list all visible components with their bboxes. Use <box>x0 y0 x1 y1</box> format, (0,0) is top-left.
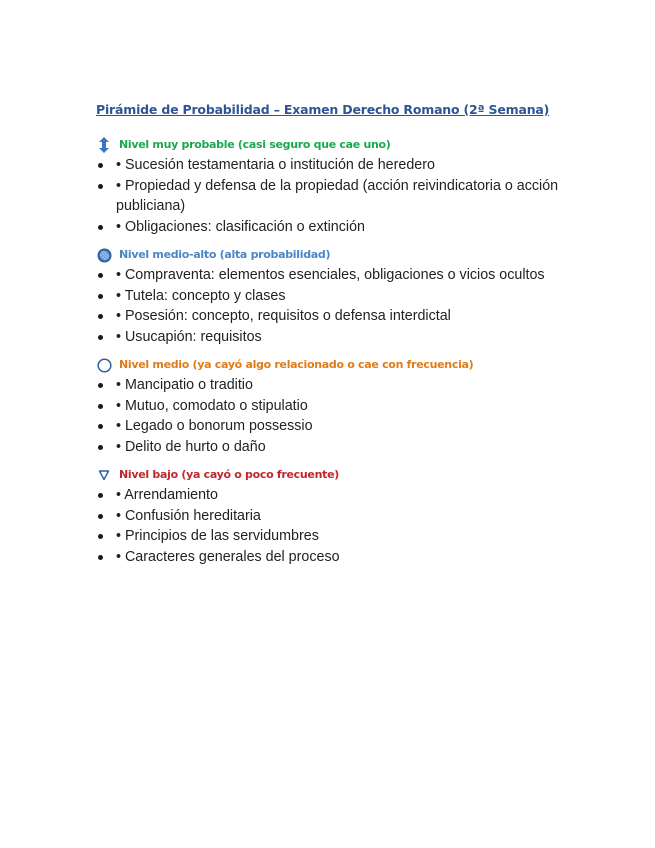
section-heading-text: Nivel medio (ya cayó algo relacionado o cae con frecuencia) <box>119 358 474 371</box>
list-item: • Obligaciones: clasificación o extinción <box>96 217 566 238</box>
section-heading-text: Nivel bajo (ya cayó o poco frecuente) <box>119 468 339 481</box>
list-item: • Arrendamiento <box>96 485 566 506</box>
section-heading <box>96 246 566 264</box>
section-heading-text: Nivel medio-alto (alta probabilidad) <box>119 248 331 261</box>
item-list <box>96 265 566 347</box>
document-page <box>96 100 566 576</box>
section-heading <box>96 356 566 374</box>
page-title: Pirámide de Probabilidad – Examen Derecho Romano (2ª Semana) <box>96 102 550 117</box>
section-heading-text: Nivel muy probable (casi seguro que cae uno) <box>119 138 391 151</box>
list-item: • Delito de hurto o daño <box>96 437 566 458</box>
list-item: • Legado o bonorum possessio <box>96 416 566 437</box>
section-medio <box>96 356 566 457</box>
item-list <box>96 375 566 457</box>
section-bajo <box>96 466 566 567</box>
section-heading <box>96 466 566 484</box>
filled-circle-icon <box>96 247 112 263</box>
list-item: • Compraventa: elementos esenciales, obligaciones o vicios ocultos <box>96 265 566 286</box>
item-list <box>96 155 566 237</box>
list-item: • Usucapión: requisitos <box>96 327 566 348</box>
up-down-arrow-icon <box>96 137 112 153</box>
list-item: • Principios de las servidumbres <box>96 526 566 547</box>
list-item: • Mancipatio o traditio <box>96 375 566 396</box>
section-muy-probable <box>96 136 566 237</box>
list-item: • Tutela: concepto y clases <box>96 286 566 307</box>
list-item: • Propiedad y defensa de la propiedad (acción reivindicatoria o acción publiciana) <box>96 176 566 217</box>
hollow-circle-icon <box>96 357 112 373</box>
list-item: • Confusión hereditaria <box>96 506 566 527</box>
section-heading <box>96 136 566 154</box>
list-item: • Caracteres generales del proceso <box>96 547 566 568</box>
list-item: • Mutuo, comodato o stipulatio <box>96 396 566 417</box>
item-list <box>96 485 566 567</box>
down-triangle-icon <box>96 467 112 483</box>
section-medio-alto <box>96 246 566 347</box>
list-item: • Sucesión testamentaria o institución de heredero <box>96 155 566 176</box>
list-item: • Posesión: concepto, requisitos o defensa interdictal <box>96 306 566 327</box>
